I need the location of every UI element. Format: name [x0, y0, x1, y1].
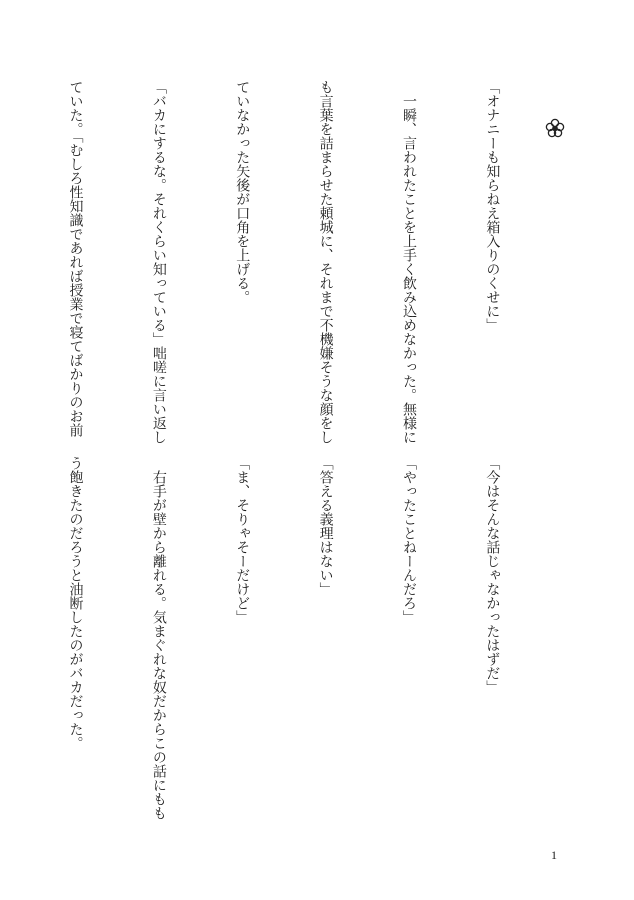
- text-line: [0, 456, 5, 836]
- text-line: ていた。「むしろ性知識であれば授業で寝てばかりのお前: [67, 80, 84, 437]
- text-line: 「答える義理はない」: [317, 456, 334, 596]
- text-line: 「ま、そりゃそーだけど」: [234, 456, 251, 624]
- text-line: 一瞬、言われたことを上手く飲み込めなかった。無様に: [401, 80, 418, 444]
- page-number: 1: [551, 848, 557, 862]
- text-line: 「バカにするな。それくらい知っている」咄嗟に言い返し: [150, 80, 167, 444]
- text-line: [0, 80, 5, 440]
- text-line: 「今はそんな話じゃなかったはずだ」: [484, 456, 501, 694]
- upper-text-block: [0, 80, 561, 444]
- text-line: 「オナニーも知らねえ箱入りのくせに」: [484, 80, 501, 332]
- text-line: 右手が壁から離れる。気まぐれな奴だからこの話にもも: [150, 456, 167, 820]
- text-line: も言葉を詰まらせた頼城に、それまで不機嫌そうな顔をし: [317, 80, 334, 444]
- text-line: う飽きたのだろうと油断したのがバカだった。: [67, 456, 84, 750]
- text-line: ていなかった矢後が口角を上げる。: [234, 80, 251, 304]
- text-line: 「やったことねーんだろ」: [401, 456, 418, 624]
- lower-text-block: [0, 456, 561, 836]
